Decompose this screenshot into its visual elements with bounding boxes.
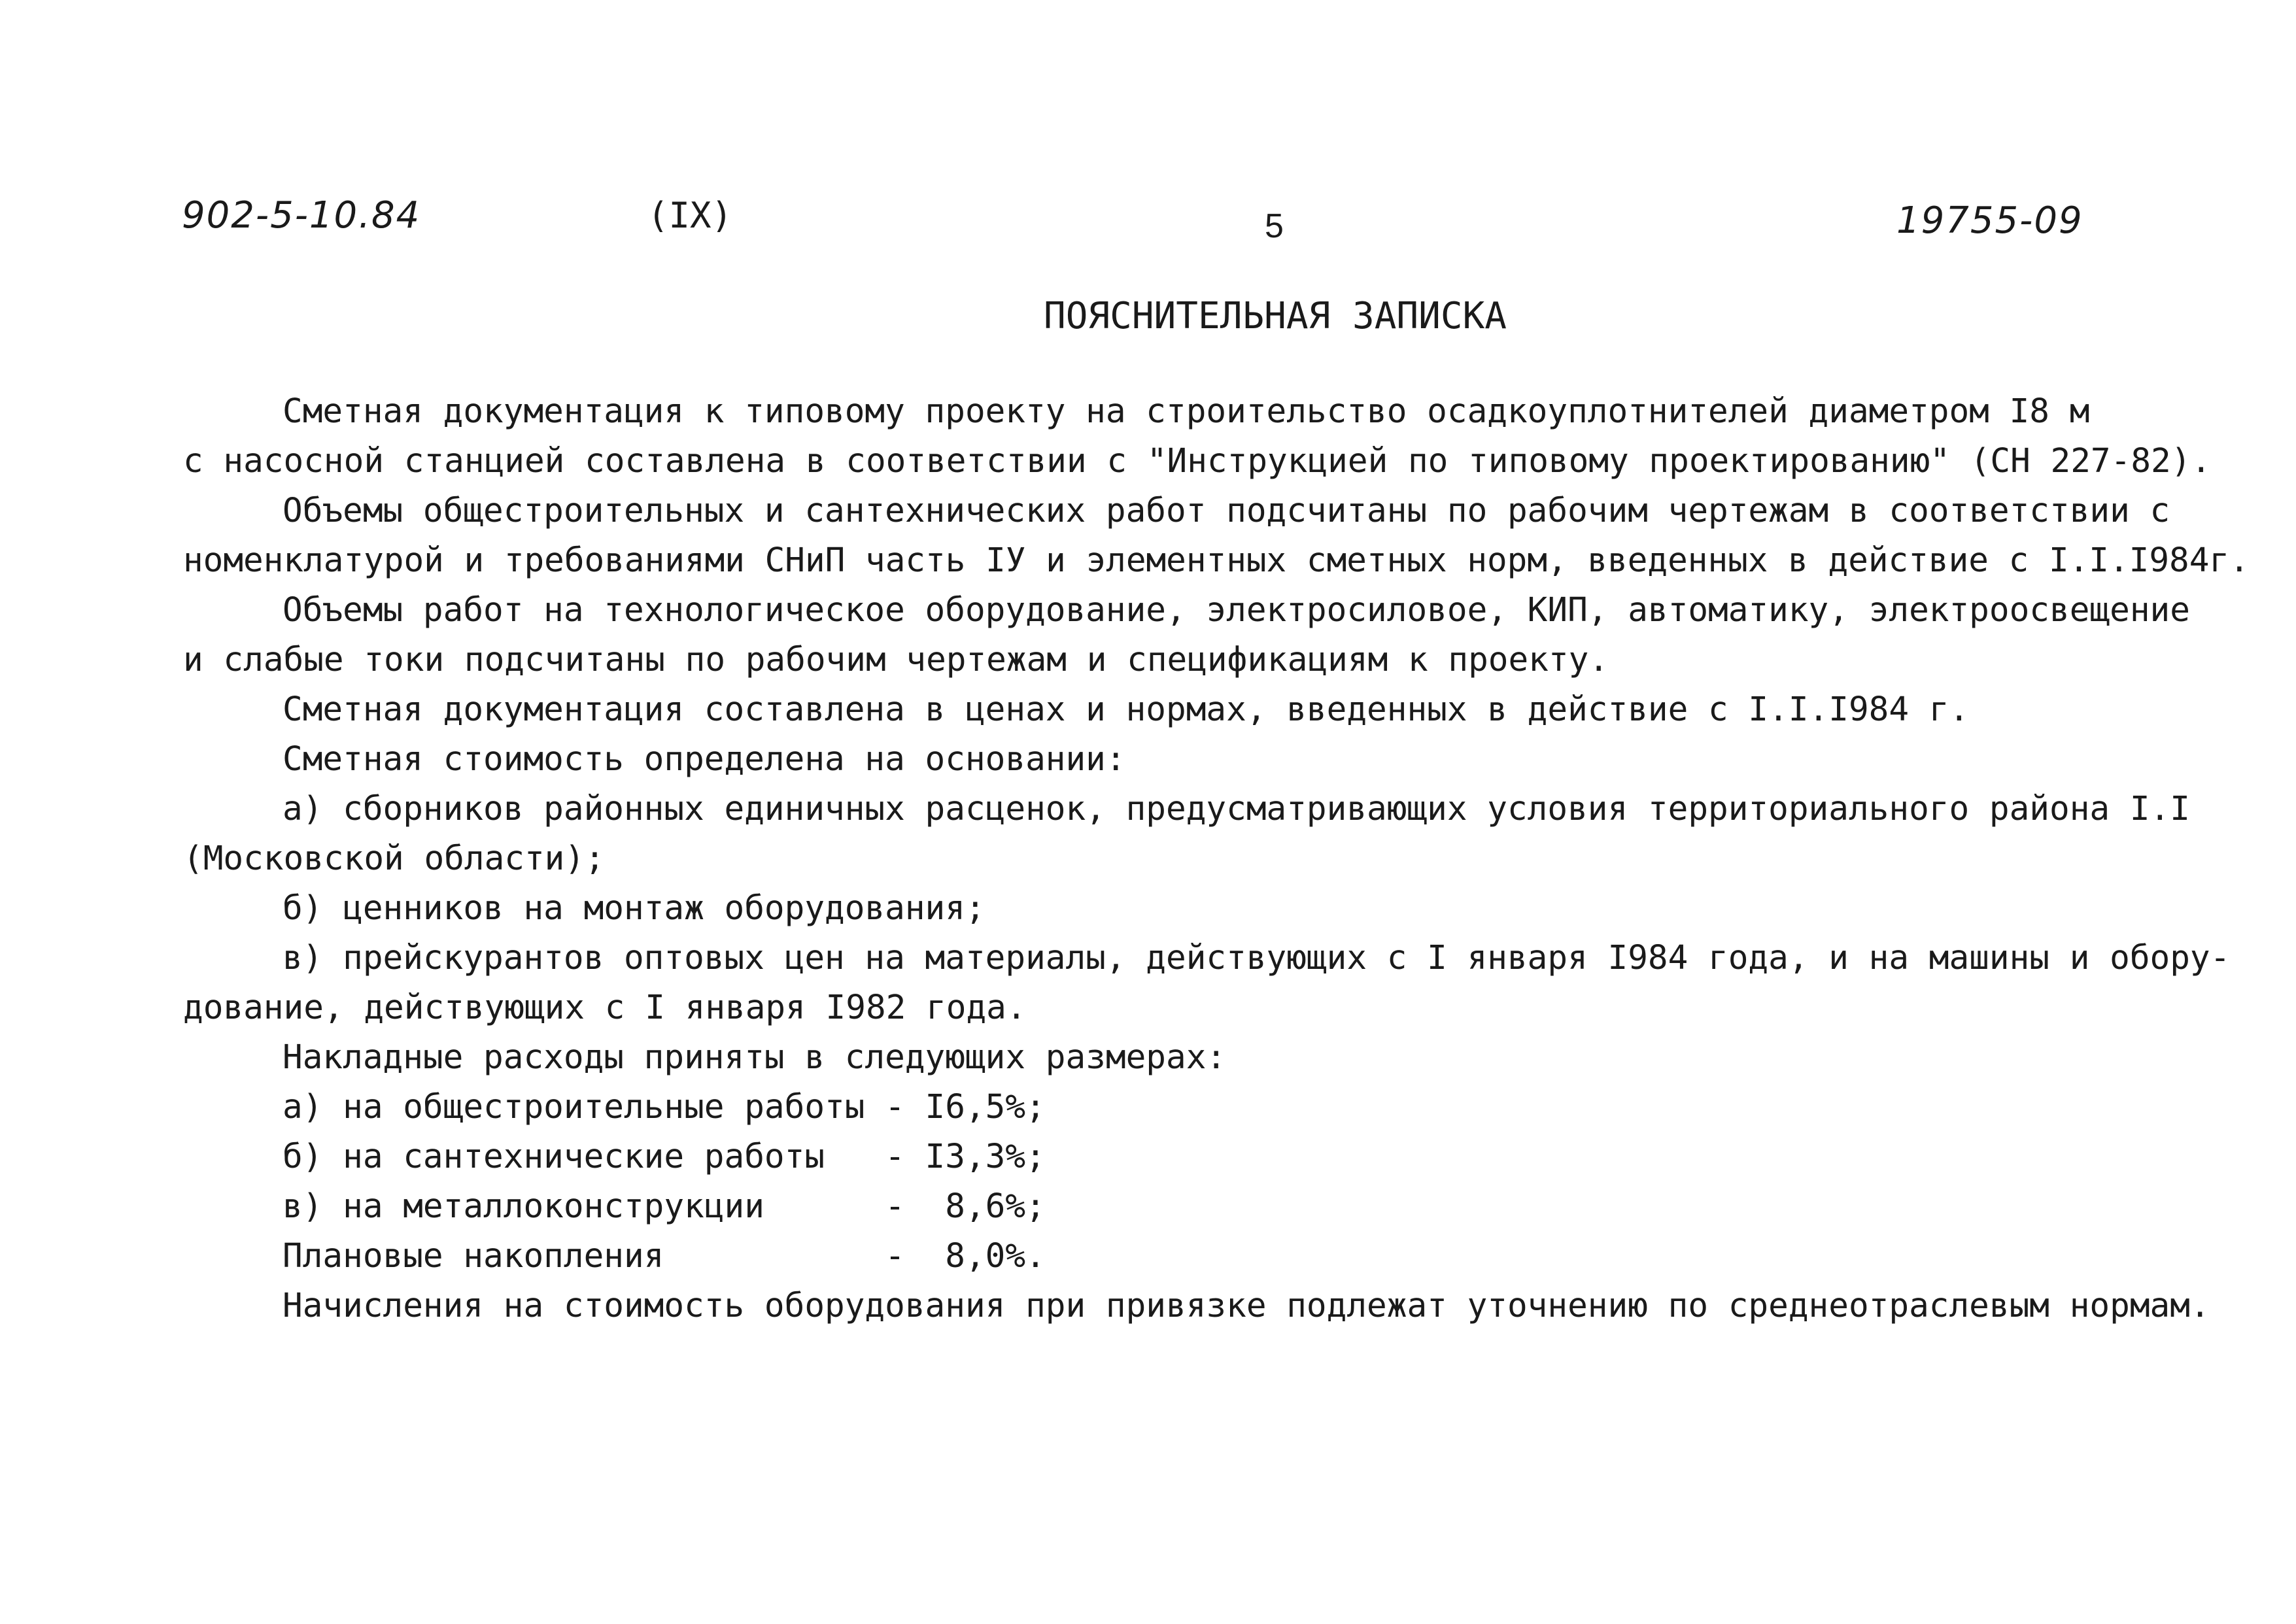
archive-number: 19755-09 — [1896, 199, 2083, 242]
list-item: а) сборников районных единичных расценок, предусматривающих условия территориального района I.I — [283, 790, 2190, 828]
list-item: в) прейскурантов оптовых цен на материалы, действующих с I января I984 года, и на машины и обору- — [283, 939, 2231, 977]
rate-item: Плановые накопления - 8,0%. — [283, 1237, 1046, 1276]
rate-item: а) на общестроительные работы - I6,5%; — [283, 1088, 1046, 1126]
paragraph-line: Объемы работ на технологическое оборудование, электросиловое, КИП, автоматику, электроосвещение — [283, 591, 2190, 630]
paragraph-line: Сметная стоимость определена на основании: — [283, 740, 1126, 779]
paragraph-line: с насосной станцией составлена в соответствии с "Инструкцией по типовому проектированию" (СН 227-82). — [183, 442, 2212, 481]
rate-item: в) на металлоконструкции - 8,6%; — [283, 1187, 1046, 1226]
list-item-continuation: дование, действующих с I января I982 года. — [183, 989, 1027, 1027]
paragraph-line: Начисления на стоимость оборудования при привязке подлежат уточнению по среднеотраслевым нормам. — [283, 1287, 2210, 1325]
series-number: (IX) — [647, 195, 733, 236]
paragraph-line: Сметная документация составлена в ценах и нормах, введенных в действие с I.I.I984 г. — [283, 690, 1970, 729]
document-title: ПОЯСНИТЕЛЬНАЯ ЗАПИСКА — [1043, 295, 1507, 337]
rate-item: б) на сантехнические работы - I3,3%; — [283, 1138, 1046, 1176]
page-number: 5 — [1265, 207, 1284, 245]
paragraph-line: и слабые токи подсчитаны по рабочим чертежам и спецификациям к проекту. — [183, 641, 1609, 679]
paragraph-line: номенклатурой и требованиями СНиП часть IУ и элементных сметных норм, введенных в действие с I.I.I984г. — [183, 541, 2250, 580]
paragraph-line: Накладные расходы приняты в следующих размерах: — [283, 1038, 1227, 1077]
list-item-continuation: (Московской области); — [183, 839, 605, 878]
paragraph-line: Объемы общестроительных и сантехнических работ подсчитаны по рабочим чертежам в соответствии с — [283, 492, 2170, 530]
list-item: б) ценников на монтаж оборудования; — [283, 889, 985, 928]
document-code: 902-5-10.84 — [182, 194, 421, 237]
paragraph-line: Сметная документация к типовому проекту на строительство осадкоуплотнителей диаметром I8 м — [283, 392, 2090, 431]
